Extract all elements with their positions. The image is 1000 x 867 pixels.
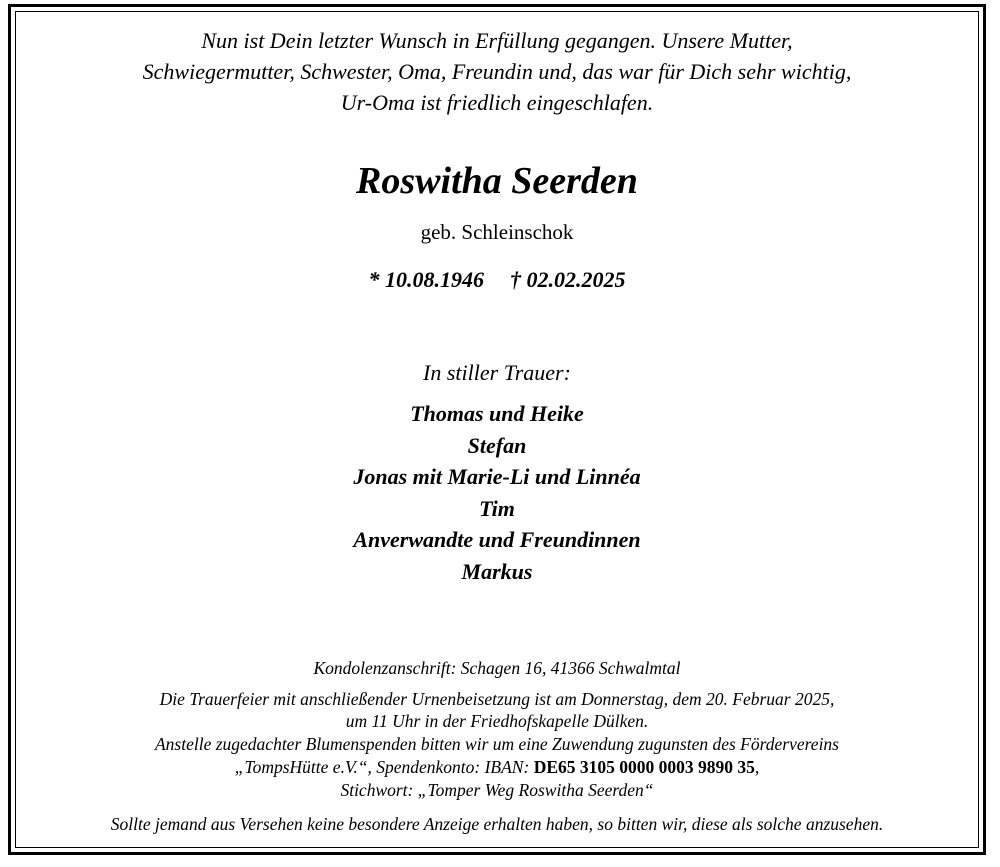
mourner-name: Thomas und Heike	[410, 401, 584, 426]
ceremony-line-2: um 11 Uhr in der Friedhofskapelle Dülken.	[345, 711, 649, 731]
maiden-name: geb. Schleinschok	[420, 220, 574, 244]
iban-number: DE65 3105 0000 0003 9890 35	[533, 757, 755, 777]
ceremony-line-1: Die Trauerfeier mit anschließender Urnenbeisetzung ist am Donnerstag, dem 20. Februar 2025,	[159, 689, 835, 709]
inner-frame	[15, 11, 979, 848]
condolence-address: Kondolenzanschrift: Schagen 16, 41366 Schwalmtal	[313, 658, 681, 678]
donation-suffix: ,	[754, 757, 760, 777]
intro-line-2: Schwiegermutter, Schwester, Oma, Freundin und, das war für Dich sehr wichtig,	[142, 59, 852, 84]
mourner-name: Stefan	[467, 433, 527, 458]
donation-line-1: Anstelle zugedachter Blumenspenden bitten wir um eine Zuwendung zugunsten des Fördervereins	[154, 734, 839, 754]
birth-date: * 10.08.1946	[368, 267, 484, 292]
mourner-name: Anverwandte und Freundinnen	[353, 527, 641, 552]
deceased-name: Roswitha Seerden	[356, 160, 638, 202]
donation-line-2	[16, 756, 978, 778]
mourning-heading: In stiller Trauer:	[423, 360, 571, 385]
life-dates	[16, 267, 978, 293]
closing-note: Sollte jemand aus Versehen keine besondere Anzeige erhalten haben, so bitten wir, diese als solche anzusehen.	[110, 814, 884, 834]
mourner-name: Jonas mit Marie-Li und Linnéa	[353, 464, 641, 489]
death-date: † 02.02.2025	[510, 267, 626, 292]
donation-keyword: Stichwort: „Tomper Weg Roswitha Seerden“	[340, 780, 654, 800]
intro-line-3: Ur-Oma ist friedlich eingeschlafen.	[340, 90, 654, 115]
intro-line-1: Nun ist Dein letzter Wunsch in Erfüllung gegangen. Unsere Mutter,	[201, 28, 793, 53]
mourner-name: Markus	[461, 559, 533, 584]
obituary-notice	[8, 4, 986, 855]
donation-recipient: „TompsHütte e.V.“, Spendenkonto: IBAN:	[234, 757, 534, 777]
mourner-name: Tim	[479, 496, 515, 521]
